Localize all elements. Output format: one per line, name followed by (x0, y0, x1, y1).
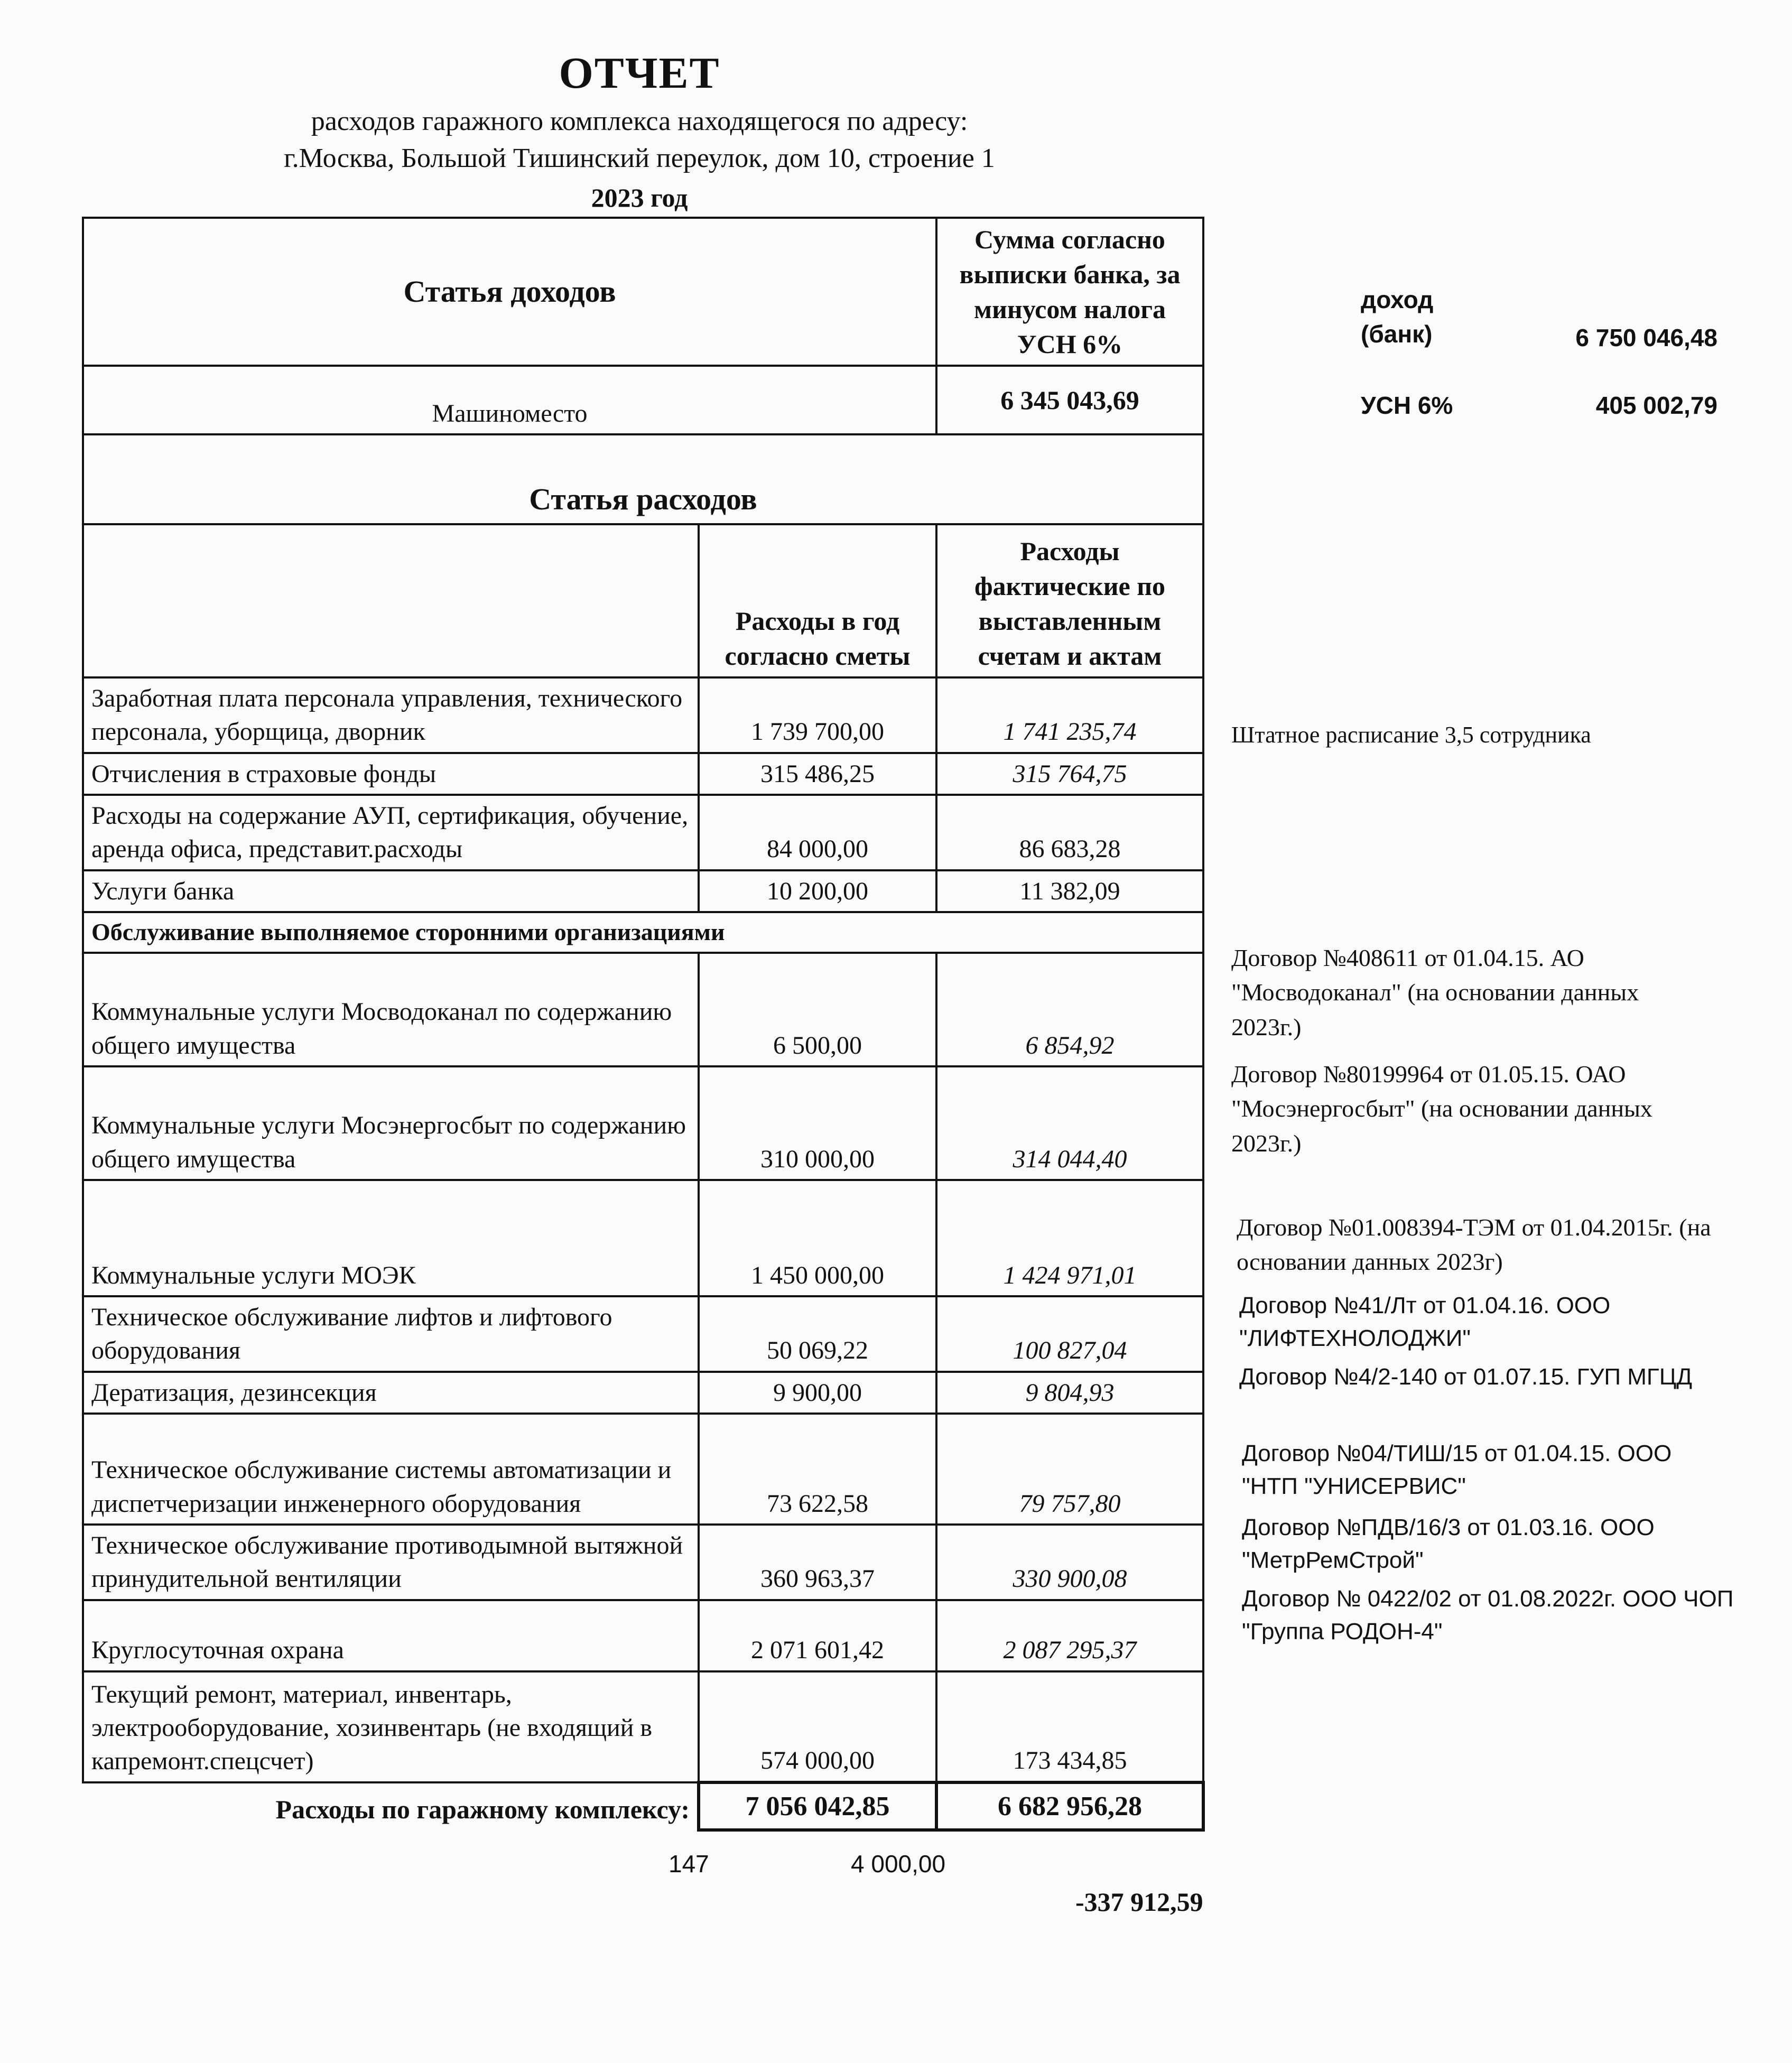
note-mosenergosbyt: Договор №80199964 от 01.05.15. ОАО "Мосэнергосбыт" (на основании данных 2023г.) (1231, 1061, 1652, 1157)
table-row: Заработная плата персонала управления, технического персонала, уборщица, дворник 1 739 700,00 1 741 235,74 (83, 677, 1203, 753)
note-staff: Штатное расписание 3,5 сотрудника (1231, 722, 1591, 748)
total-fact: 6 682 956,28 (936, 1782, 1203, 1830)
table-row: Техническое обслуживание системы автоматизации и диспетчеризации инженерного оборудования 73 622,58 79 757,80 (83, 1414, 1203, 1525)
note-deratization: Договор №4/2-140 от 01.07.15. ГУП МГЦД (1239, 1364, 1693, 1390)
total-label: Расходы по гаражному комплексу: (275, 1794, 690, 1824)
report-year: 2023 год (591, 183, 688, 212)
side-tax-label: УСН 6% (1361, 392, 1453, 419)
footer-num2: 4 000,00 (851, 1850, 946, 1878)
footer-balance: -337 912,59 (1075, 1887, 1203, 1917)
side-income-label-1: доход (1361, 286, 1434, 313)
side-income-value: 6 750 046,48 (1575, 324, 1717, 351)
footer-num1: 147 (668, 1850, 709, 1878)
income-sum-header: Сумма согласно выписки банка, за минусом налога УСН 6% (936, 218, 1203, 366)
expenses-fact-header: Расходы фактические по выставленным счетам и актам (936, 524, 1203, 677)
table-row: Коммунальные услуги МОЭК 1 450 000,00 1 424 971,01 (83, 1180, 1203, 1296)
table-row: Услуги банка 10 200,00 11 382,09 (83, 870, 1203, 912)
section-title: Обслуживание выполняемое сторонними организациями (83, 912, 1203, 953)
note-mosvodokanal: Договор №408611 от 01.04.15. АО "Мосводоканал" (на основании данных 2023г.) (1231, 944, 1639, 1040)
table-row: Техническое обслуживание лифтов и лифтового оборудования 50 069,22 100 827,04 (83, 1296, 1203, 1372)
table-row: Коммунальные услуги Мосэнергосбыт по содержанию общего имущества 310 000,00 314 044,40 (83, 1066, 1203, 1180)
table-row: Отчисления в страховые фонды 315 486,25 315 764,75 (83, 753, 1203, 795)
note-automation: Договор №04/ТИШ/15 от 01.04.15. ООО "НТП "УНИСЕРВИС" (1242, 1441, 1672, 1500)
income-row-value: 6 345 043,69 (936, 366, 1203, 434)
note-moek: Договор №01.008394-ТЭМ от 01.04.2015г. (на основании данных 2023г) (1237, 1214, 1711, 1276)
report-table (82, 217, 1205, 1832)
note-security: Договор № 0422/02 от 01.08.2022г. ООО ЧОП "Группа РОДОН-4" (1242, 1586, 1734, 1645)
expenses-title: Статья расходов (83, 434, 1203, 524)
expenses-header-blank (83, 524, 699, 677)
report-address: г.Москва, Большой Тишинский переулок, дом 10, строение 1 (284, 143, 995, 173)
income-item-header: Статья доходов (83, 218, 936, 366)
expenses-plan-header: Расходы в год согласно сметы (699, 524, 936, 677)
report-subtitle: расходов гаражного комплекса находящегося по адресу: (311, 106, 968, 136)
table-row: Расходы на содержание АУП, сертификация, обучение, аренда офиса, представит.расходы 84 000,00 86 683,28 (83, 795, 1203, 870)
side-income-label-2: (банк) (1361, 320, 1433, 348)
table-row: Круглосуточная охрана 2 071 601,42 2 087 295,37 (83, 1600, 1203, 1671)
table-row: Дератизация, дезинсекция 9 900,00 9 804,93 (83, 1372, 1203, 1414)
note-lifts: Договор №41/Лт от 01.04.16. ООО "ЛИФТЕХНОЛОДЖИ" (1239, 1293, 1611, 1352)
table-row: Текущий ремонт, материал, инвентарь, электрооборудование, хозинвентарь (не входящий в капремонт.спецсчет) 574 000,00 173 434,85 (83, 1671, 1203, 1782)
side-tax-value: 405 002,79 (1595, 392, 1717, 419)
income-row-label: Машиноместо (83, 366, 936, 434)
table-row: Коммунальные услуги Мосводоканал по содержанию общего имущества 6 500,00 6 854,92 (83, 953, 1203, 1066)
table-row: Техническое обслуживание противодымной вытяжной принудительной вентиляции 360 963,37 330 900,08 (83, 1525, 1203, 1600)
report-title: ОТЧЕТ (559, 49, 720, 98)
note-ventilation: Договор №ПДВ/16/3 от 01.03.16. ООО "МетрРемСтрой" (1242, 1514, 1655, 1574)
total-plan: 7 056 042,85 (699, 1782, 936, 1830)
